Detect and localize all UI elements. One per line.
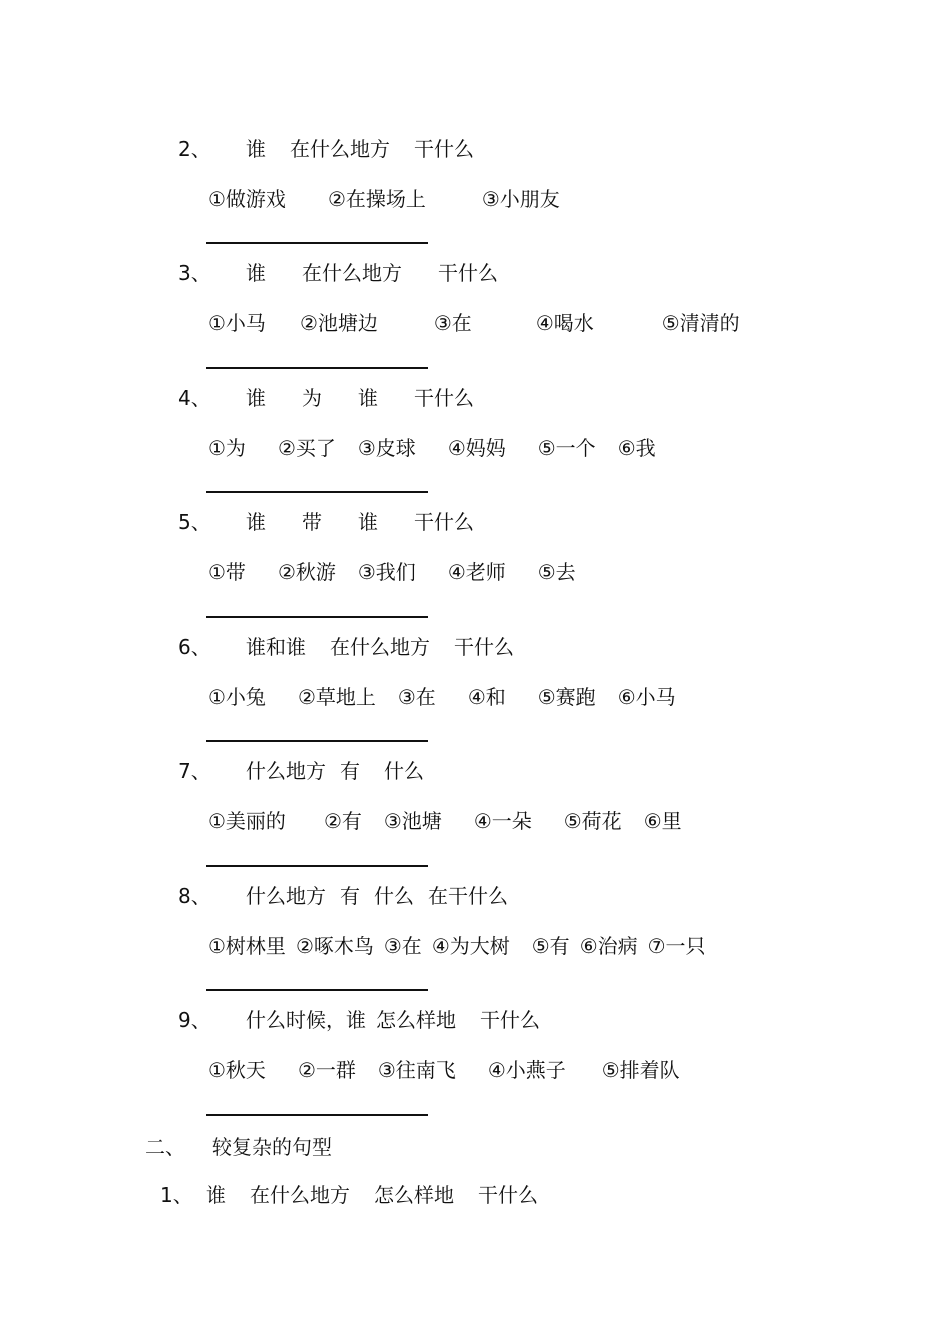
sentence-pattern <box>178 509 474 535</box>
pattern-part: 干什么 <box>454 635 514 659</box>
word-choice: ③皮球 <box>357 436 416 460</box>
word-choice: ③在 <box>383 934 422 958</box>
pattern-part: 谁 <box>246 510 266 534</box>
pattern-part: 谁 <box>246 137 266 161</box>
pattern-part: 干什么 <box>414 510 474 534</box>
answer-line[interactable] <box>206 242 428 244</box>
item-number: 4、 <box>178 386 211 410</box>
word-choice: ①秋天 <box>208 1058 266 1082</box>
pattern-part: 干什么 <box>414 137 474 161</box>
word-choice: ⑥里 <box>643 809 682 833</box>
answer-line[interactable] <box>206 491 428 493</box>
item-number: 2、 <box>178 137 211 161</box>
answer-line[interactable] <box>206 865 428 867</box>
word-choice: ①小兔 <box>208 685 266 709</box>
word-choice: ③往南飞 <box>377 1058 456 1082</box>
sentence-pattern <box>178 634 514 660</box>
word-choice: ⑥治病 <box>579 934 638 958</box>
word-choice: ⑦一只 <box>647 934 706 958</box>
pattern-part: 为 <box>302 386 322 410</box>
word-choices <box>208 933 706 959</box>
word-choice: ⑤清清的 <box>661 311 740 335</box>
word-choice: ③池塘 <box>383 809 442 833</box>
item-number: 6、 <box>178 635 211 659</box>
pattern-part: 在什么地方 <box>330 635 430 659</box>
pattern-part: 什么 <box>384 759 424 783</box>
pattern-part: 在什么地方 <box>302 261 402 285</box>
answer-line[interactable] <box>206 1114 428 1116</box>
item-number: 7、 <box>178 759 211 783</box>
section-heading <box>145 1134 332 1160</box>
answer-line[interactable] <box>206 740 428 742</box>
word-choice: ②秋游 <box>277 560 336 584</box>
pattern-part: 在干什么 <box>428 884 508 908</box>
word-choice: ②在操场上 <box>327 187 426 211</box>
section-title: 较复杂的句型 <box>212 1135 332 1159</box>
pattern-part: 谁 <box>206 1183 226 1207</box>
pattern-part: 什么地方 <box>246 884 326 908</box>
word-choice: ②啄木鸟 <box>295 934 374 958</box>
pattern-part: 干什么 <box>478 1183 538 1207</box>
item-number: 3、 <box>178 261 211 285</box>
sentence-pattern <box>178 883 508 909</box>
pattern-part: 谁和谁 <box>246 635 306 659</box>
word-choice: ①美丽的 <box>208 809 286 833</box>
pattern-part: 谁 <box>246 261 266 285</box>
word-choice: ①做游戏 <box>208 187 286 211</box>
pattern-part: 在什么地方 <box>250 1183 350 1207</box>
word-choices <box>208 559 576 585</box>
item-number: 8、 <box>178 884 211 908</box>
word-choice: ⑥我 <box>617 436 656 460</box>
item-number: 9、 <box>178 1008 211 1032</box>
word-choices <box>208 684 676 710</box>
word-choice: ⑤赛跑 <box>537 685 596 709</box>
word-choice: ④小燕子 <box>487 1058 566 1082</box>
word-choice: ①小马 <box>208 311 266 335</box>
pattern-part: 谁 <box>246 386 266 410</box>
answer-line[interactable] <box>206 989 428 991</box>
pattern-part: 有 <box>340 759 360 783</box>
pattern-part: 带 <box>302 510 322 534</box>
item-number: 5、 <box>178 510 211 534</box>
word-choices <box>208 186 560 212</box>
word-choice: ④老师 <box>447 560 506 584</box>
word-choices <box>208 435 656 461</box>
word-choice: ①为 <box>208 436 246 460</box>
word-choice: ②池塘边 <box>299 311 378 335</box>
word-choice: ②有 <box>323 809 362 833</box>
pattern-part: 谁 <box>358 510 378 534</box>
pattern-part: 在什么地方 <box>290 137 390 161</box>
pattern-part: 什么 <box>374 884 414 908</box>
word-choice: ③在 <box>397 685 436 709</box>
word-choice: ⑤一个 <box>537 436 596 460</box>
sentence-pattern <box>178 260 498 286</box>
word-choice: ④喝水 <box>535 311 594 335</box>
sentence-pattern <box>178 758 424 784</box>
word-choice: ②一群 <box>297 1058 356 1082</box>
word-choice: ⑤荷花 <box>563 809 622 833</box>
sentence-pattern <box>178 136 474 162</box>
pattern-part: 干什么 <box>414 386 474 410</box>
sentence-pattern <box>178 385 474 411</box>
pattern-part: 怎么样地 <box>376 1008 456 1032</box>
word-choice: ⑤有 <box>531 934 570 958</box>
word-choice: ①带 <box>208 560 246 584</box>
word-choice: ③在 <box>433 311 472 335</box>
word-choice: ①树林里 <box>208 934 286 958</box>
pattern-part: 有 <box>340 884 360 908</box>
word-choice: ⑤排着队 <box>601 1058 680 1082</box>
pattern-part: 谁 <box>358 386 378 410</box>
pattern-part: 怎么样地 <box>374 1183 454 1207</box>
word-choices <box>208 808 682 834</box>
pattern-part: 干什么 <box>438 261 498 285</box>
word-choices <box>208 310 740 336</box>
word-choice: ④为大树 <box>431 934 510 958</box>
item-number: 1、 <box>160 1183 193 1207</box>
word-choice: ③小朋友 <box>481 187 560 211</box>
word-choice: ④一朵 <box>473 809 532 833</box>
word-choice: ④妈妈 <box>447 436 506 460</box>
sub-item-1-pattern <box>160 1182 538 1208</box>
answer-line[interactable] <box>206 616 428 618</box>
sentence-pattern <box>178 1007 540 1033</box>
pattern-part: 什么时候，谁 <box>246 1008 366 1032</box>
word-choice: ⑤去 <box>537 560 576 584</box>
word-choice: ④和 <box>467 685 506 709</box>
pattern-part: 干什么 <box>480 1008 540 1032</box>
word-choices <box>208 1057 680 1083</box>
pattern-part: 什么地方 <box>246 759 326 783</box>
word-choice: ②买了 <box>277 436 336 460</box>
word-choice: ②草地上 <box>297 685 376 709</box>
section-number: 二、 <box>145 1135 185 1159</box>
word-choice: ③我们 <box>357 560 416 584</box>
answer-line[interactable] <box>206 367 428 369</box>
word-choice: ⑥小马 <box>617 685 676 709</box>
